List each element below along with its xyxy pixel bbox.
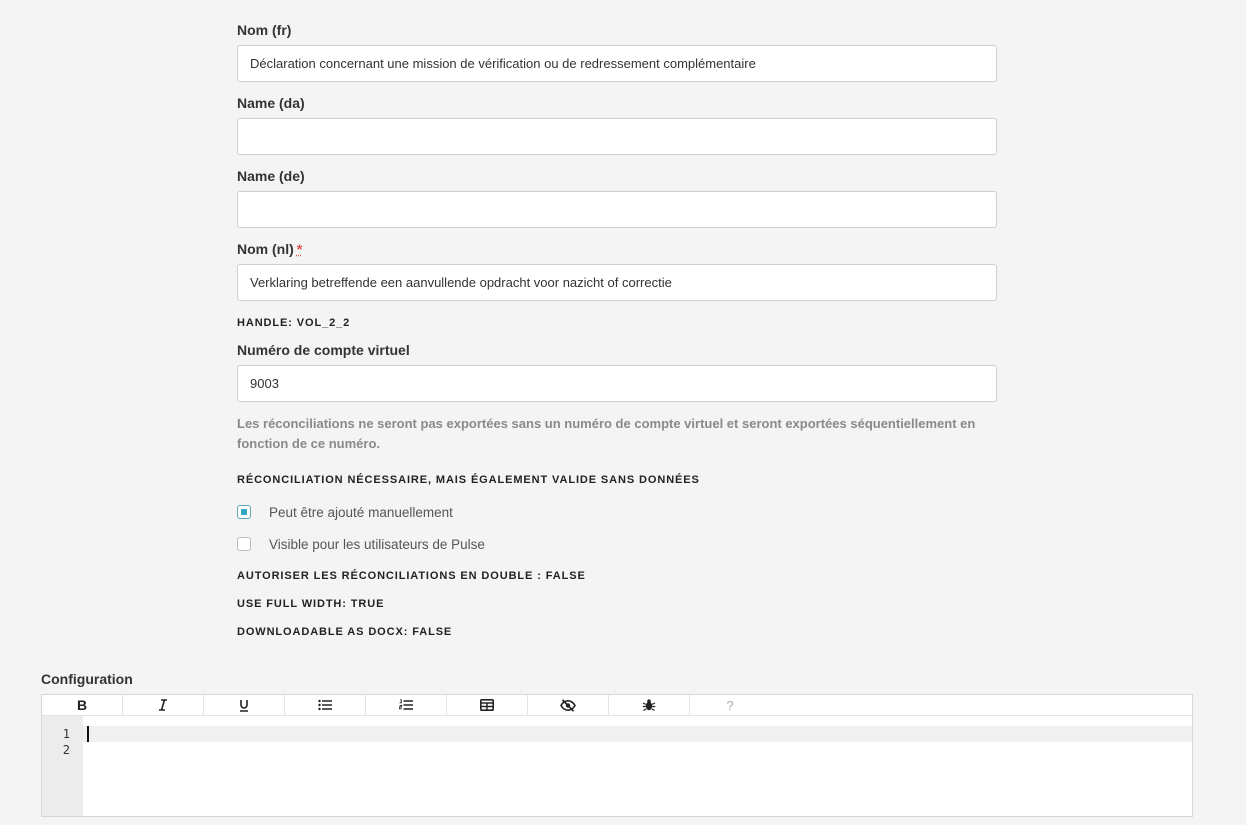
docx-text: DOWNLOADABLE AS DOCX: FALSE: [237, 626, 453, 638]
italic-button[interactable]: [123, 695, 204, 715]
bold-icon: B: [76, 697, 88, 713]
preview-button[interactable]: [528, 695, 609, 715]
manual-add-row[interactable]: [237, 503, 453, 521]
name-nl-input[interactable]: [237, 264, 997, 301]
underline-button[interactable]: [204, 695, 285, 715]
help-button[interactable]: [690, 695, 770, 715]
italic-icon: [157, 699, 169, 711]
name-nl-label: [237, 241, 302, 257]
virtual-account-help: Les réconciliations ne seront pas exportées sans un numéro de compte virtuel et seront exportées séquentiellement en fonction de ce numéro.: [237, 416, 976, 451]
name-de-label: Name (de): [237, 168, 305, 184]
bullet-list-icon: [318, 699, 332, 711]
numbered-list-button[interactable]: [366, 695, 447, 715]
virtual-account-label: Numéro de compte virtuel: [237, 342, 410, 358]
help-icon: ?: [726, 697, 734, 713]
pulse-visible-label[interactable]: Visible pour les utilisateurs de Pulse: [269, 536, 485, 552]
manual-add-label[interactable]: Peut être ajouté manuellement: [269, 504, 453, 520]
line-number: 1: [62, 727, 70, 741]
reconciliation-note: RÉCONCILIATION NÉCESSAIRE, MAIS ÉGALEMENT VALIDE SANS DONNÉES: [237, 474, 700, 486]
name-nl-label-text: Nom (nl): [237, 241, 294, 257]
editor-toolbar: [42, 695, 1192, 716]
numbered-list-icon: [399, 699, 413, 711]
configuration-label: Configuration: [41, 671, 133, 687]
handle-text: HANDLE: VOL_2_2: [237, 317, 351, 329]
name-da-input[interactable]: [237, 118, 997, 155]
line-number: 2: [62, 743, 70, 757]
underline-icon: [238, 699, 250, 712]
full-width-text: USE FULL WIDTH: TRUE: [237, 598, 385, 610]
name-de-input[interactable]: [237, 191, 997, 228]
eye-off-icon: [560, 699, 576, 712]
line-number-gutter: [42, 716, 83, 816]
name-fr-label: Nom (fr): [237, 22, 292, 38]
active-line-highlight: [83, 726, 1192, 742]
pulse-visible-checkbox[interactable]: [237, 537, 251, 551]
manual-add-checkbox[interactable]: [237, 505, 251, 519]
allow-duplicates-text: AUTORISER LES RÉCONCILIATIONS EN DOUBLE : FALSE: [237, 570, 586, 582]
virtual-account-input[interactable]: [237, 365, 997, 402]
table-icon: [480, 699, 494, 711]
bold-button[interactable]: [42, 695, 123, 715]
bug-icon: [642, 698, 656, 712]
configuration-editor[interactable]: [41, 694, 1193, 817]
required-marker: *: [296, 241, 303, 257]
name-da-label: Name (da): [237, 95, 305, 111]
bullet-list-button[interactable]: [285, 695, 366, 715]
debug-button[interactable]: [609, 695, 690, 715]
name-fr-input[interactable]: [237, 45, 997, 82]
pulse-visible-row[interactable]: [237, 535, 485, 553]
text-cursor: [87, 726, 89, 742]
table-button[interactable]: [447, 695, 528, 715]
code-area[interactable]: [42, 716, 1192, 816]
